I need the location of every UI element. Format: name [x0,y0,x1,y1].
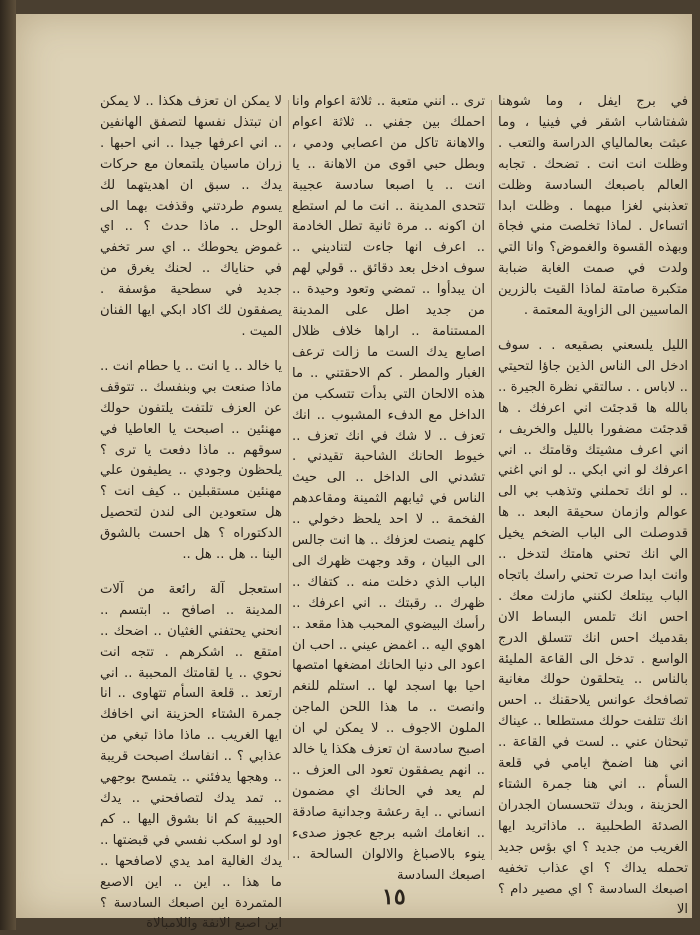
paragraph: في برج ايفل ، وما شوهنا شفتاشاب اشقر في فينيا ، وما عبثت بعالمالياي الدراسة والتعب . وظلت انت انت . تضحك . تجابه العالم باصبعك السادسة وظلت تعذبني لغزا مبهما . وظلت ابدا اتساءل . لماذا تخلصت مني فجاة وبهذه القسوة والغموض؟ وانا التي ولدت في صمت الغابة ضبابة متكبرة صامتة لماذا القيت بالزرين الماسيين الى الزاوية المعتمة . [498,94,688,319]
paragraph: الليل يلسعني بصقيعه . . سوف ادخل الى الناس الذين جاؤا لتحيتي .. لاباس . . سالتقي نظرة الجيرة .. بالله ها قدجئت اني اعرفك . ها قدجئت مضفورا بالليل والخريف ، اني اعرف مشيتك وقامتك .. اني اعرفك لو اني ابكي .. لو اني اغني .. لو انك تحملني وتذهب بي الى عوالم وازمان سحيقة البعد .. ها قدوصلت الى الباب الضخم يخيل الي انك تحني هامتك لتدخل .. وانت ابدا صرت تحني راسك باتجاه الباب يبتلعك لكنني مازلت معك . احس انك تلمس البساط الان بقدميك احس انك تتسلق الدرج الواسع . تدخل الى القاعة المليئة بالناس .. يتحلقون حولك مغانية تصافحك عوانس يلاحقنك .. احس انك تتلفت حولك مستطلعا .. عيناك تبحثان عني .. لست في القاعة .. اني هنا اضمخ ايامي في قلعة السأم .. اني هنا جمرة الشتاء الحزينة ، وبدك تتحسسان الجدران الصدئة الطحلبية .. ماذاتريد ايها الغريب من جديد ؟ اي بؤس جديد تحمله يداك ؟ اي عذاب تخفيه اصبعك السادسة ؟ اي مصير دام ؟ الا [498,337,688,918]
text-column-left [100,92,282,932]
column-divider [491,100,492,860]
text-column-right [498,92,688,918]
paragraph: ترى .. انني متعبة .. ثلاثة اعوام وانا احملك بين جفني .. ثلاثة اعوام والاهانة تاكل من اعصابي ودمي ، وبطل حبي اقوى من الاهانة .. يا انت .. يا اصبعا سادسة عجيبة تتحدى المدينة .. انت ما لم استطع ان اكونه .. مرة ثانية تطل الخادمة .. اعرف انها جاءت لتناديني .. سوف ادخل بعد دقائق .. قولي لهم ان يبدأوا .. تمضي وتعود وحيدة .. من جديد اطل على المدينة المستنامة .. اراها خلاف ظلال اصابع يدك الست ما زالت ترعف الغبار والمطر . كم الاحقتني .. ما هذه الالحان التي بدأت تتسكب من الداخل مع الدفء المشبوب .. انك تعزف .. لا شك في انك تعزف .. خيوط الحانك الشاحبة تقيدني . تشدني الى الداخل .. الى حيث الناس في ثيابهم الثمينة ومقاعدهم الفخمة .. لا احد يلحظ دخولي .. كلهم ينصت لعزفك .. ها انت جالس الى البيان ، وقد وجهت ظهرك الى الباب الذي دخلت منه .. كتفاك .. ظهرك .. رقبتك .. اني اعرفك .. رأسك البيضوي المحبب هذا مقعد .. اهوي اليه .. اغمض عيني .. احب ان اعود الى دنيا الحانك امضغها امتصها احيا بها اسجد لها .. استلم للنغم وانصت .. ما هذا اللحن الماجن الملون الاجوف .. لا يمكن لي ان اصبح سادسة ان تعزف هكذا يا خالد .. انهم يصفقون تعود الى العزف .. لم يعد في الحانك اي مضمون انساني .. اية رعشة وجدانية صادقة .. انغامك اشبه برجع عجوز صدىء ينوء بالاصباغ والالوان السالحة .. اصبعك السادسة [292,94,485,883]
paragraph: استعجل آلة رائعة من آلات المدينة .. اصافح .. ابتسم .. انحني يحتفني الغثيان .. اضحك .. امتقع .. اشكرهم . تتجه انت نحوي .. يا لقامتك المحببة .. اني ارتعد .. قلعة السأم تتهاوى .. انا جمرة الشتاء الحزينة اني اخافك ايها الغريب .. ماذا ماذا تبغي من عذابي ؟ .. انفاسك اصبحت قريبة .. وهجها يدفئني .. يتمسح بوجهي .. تمد يدك لتصافحني .. يدك الحبيبة كم انا بشوق اليها .. كم اود لو اسكب نفسي في قبضتها .. يدك الغالية امد يدي لاصافحها .. ما هذا .. اين .. اين الاصبع المتمردة اين اصبعك السادسة ؟ اين اصبع الانفة واللامبالاة [100,581,282,932]
magazine-page [16,14,692,932]
paragraph: يا خالد .. يا انت .. يا حطام انت .. ماذا صنعت بي وبنفسك .. تتوقف عن العزف تلتفت يلتفون حولك مهنئين .. اصبحت يا العاطيا في سوقهم .. ماذا دفعت يا ترى ؟ يلحظون وجودي .. يطيفون علي مهنئين مستقبلين .. كيف انت ؟ هل ستعودين الى لندن لتحصيل الدكتوراه ؟ هل احست بالشوق الينا .. هل .. هل .. [100,358,282,563]
page-number: ١٥ [382,884,406,910]
text-column-middle [292,92,485,883]
column-divider [288,100,289,860]
book-binding-edge [0,0,16,930]
paragraph: لا يمكن ان تعزف هكذا .. لا يمكن ان تبتذل نفسها لتصفق الهانفين .. اني اعرفها جيدا .. اني احبها . زران ماسيان يلتمعان مع حركات يدك .. سبق ان اهديتهما لك يسوم طردتني وقذفت بهما الى الوحل .. ماذا حدث ؟ .. اي غموض يحوطك .. اي سر تخفي في حناياك .. لحنك يغرق من جديد في سطحية مؤسفة . يصفقون لك اكاد ابكي ايها الفنان الميت . [100,94,282,339]
